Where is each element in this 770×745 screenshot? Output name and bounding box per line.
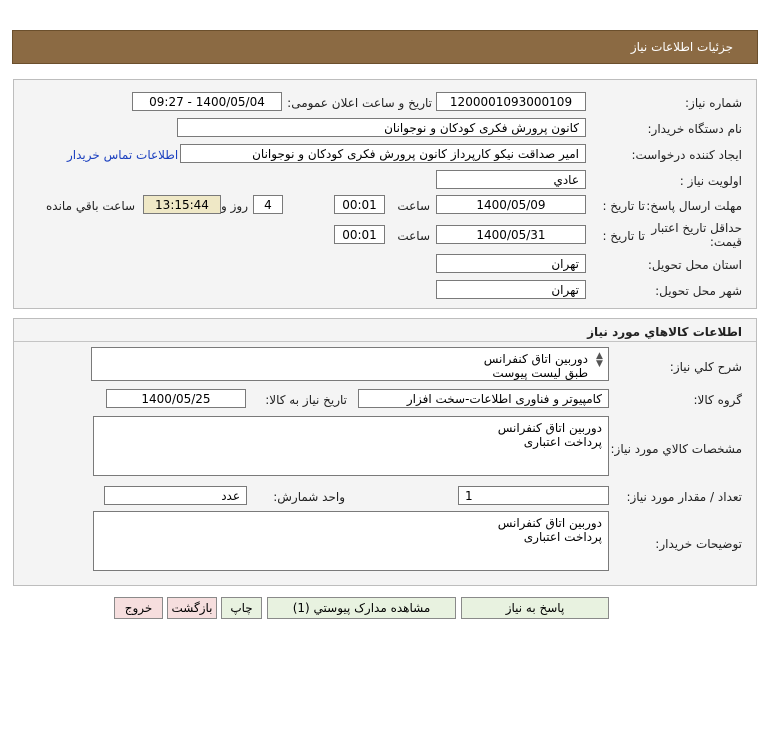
remaining-time-label: ساعت باقي مانده <box>46 199 136 213</box>
validity-label-line1: حداقل تاريخ اعتبار <box>651 221 742 235</box>
specs-textarea[interactable]: دوربین اتاق کنفرانس پرداخت اعتباری <box>93 416 609 476</box>
reply-deadline-label: مهلت ارسال پاسخ: <box>646 199 742 213</box>
province-label: استان محل تحويل: <box>647 258 742 272</box>
validity-to-date-label: تا تاريخ : <box>602 229 645 243</box>
city-label: شهر محل تحويل: <box>655 284 742 298</box>
requester-label: ايجاد کننده درخواست: <box>631 148 742 162</box>
need-date-label: تاريخ نياز به کالا: <box>265 393 347 407</box>
priority-label: اولويت نياز : <box>679 174 742 188</box>
summary-textarea[interactable]: دوربین اتاق کنفرانس طبق لیست پیوست <box>91 347 609 381</box>
group-label: گروه کالا: <box>693 393 742 407</box>
validity-time-field: 00:01 <box>334 225 385 244</box>
validity-label-line2: قيمت: <box>709 235 742 249</box>
back-button[interactable]: بازگشت <box>167 597 217 619</box>
page-title-bar <box>12 30 758 64</box>
validity-time-label: ساعت <box>397 229 430 243</box>
need-number-label: شماره نياز: <box>685 96 742 110</box>
announce-field: 1400/05/04 - 09:27 <box>132 92 282 111</box>
exit-button[interactable]: خروج <box>114 597 163 619</box>
reply-time-field: 00:01 <box>334 195 385 214</box>
qty-field: 1 <box>458 486 609 505</box>
validity-date-field: 1400/05/31 <box>436 225 586 244</box>
requester-field: امیر صداقت نیکو کارپرداز کانون پرورش فکری کودکان و نوجوانان <box>180 144 586 163</box>
need-date-field: 1400/05/25 <box>106 389 246 408</box>
province-field: تهران <box>436 254 586 273</box>
print-button[interactable]: چاپ <box>221 597 262 619</box>
remaining-time-field: 13:15:44 <box>143 195 221 214</box>
reply-date-field: 1400/05/09 <box>436 195 586 214</box>
announce-label: تاريخ و ساعت اعلان عمومی: <box>287 96 432 110</box>
section-divider <box>14 341 756 342</box>
days-label: روز و <box>221 199 248 213</box>
reply-time-label: ساعت <box>397 199 430 213</box>
page-title: جزئيات اطلاعات نياز <box>630 40 733 54</box>
goods-section-title: اطلاعات کالاهاي مورد نياز <box>587 325 742 339</box>
scroll-arrows-icon[interactable]: ▲ ▼ <box>596 351 603 369</box>
buyer-notes-label: توضيحات خريدار: <box>655 537 742 551</box>
view-attachments-button[interactable]: مشاهده مدارک پيوستي (1) <box>267 597 456 619</box>
reply-button[interactable]: پاسخ به نياز <box>461 597 609 619</box>
buyer-org-field: کانون پرورش فکری کودکان و نوجوانان <box>177 118 586 137</box>
summary-label: شرح کلي نياز: <box>669 360 742 374</box>
need-number-field: 1200001093000109 <box>436 92 586 111</box>
unit-label: واحد شمارش: <box>273 490 345 504</box>
buyer-org-label: نام دستگاه خريدار: <box>647 122 742 136</box>
reply-to-date-label: تا تاريخ : <box>602 199 645 213</box>
need-info-panel <box>13 79 757 309</box>
days-field: 4 <box>253 195 283 214</box>
unit-field: عدد <box>104 486 247 505</box>
qty-label: تعداد / مقدار مورد نياز: <box>626 490 742 504</box>
city-field: تهران <box>436 280 586 299</box>
priority-field: عادي <box>436 170 586 189</box>
specs-label: مشخصات کالاي مورد نياز: <box>610 442 742 456</box>
buyer-notes-textarea[interactable]: دوربین اتاق کنفرانس پرداخت اعتباری <box>93 511 609 571</box>
buyer-contact-link[interactable]: اطلاعات تماس خريدار <box>67 148 179 162</box>
group-field: کامپيوتر و فناوری اطلاعات-سخت افزار <box>358 389 609 408</box>
